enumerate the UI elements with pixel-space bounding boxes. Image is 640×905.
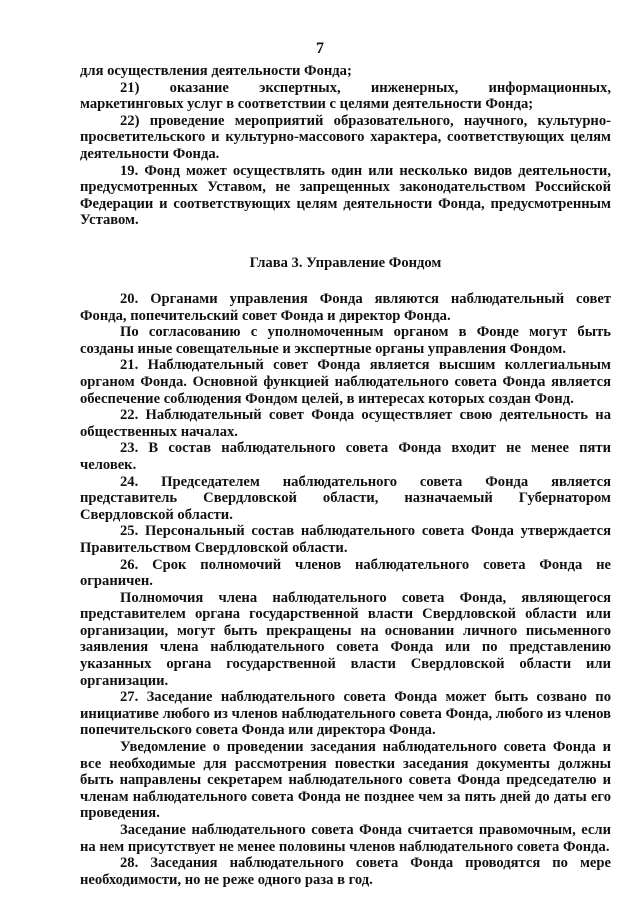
paragraph: 24. Председателем наблюдательного совета Фонда является представитель Свердловской области, назначаемый Губернатором Свердловской области. [80,473,611,523]
paragraph: 28. Заседания наблюдательного совета Фонда проводятся по мере необходимости, но не реже одного раза в год. [80,855,611,888]
paragraph: 19. Фонд может осуществлять один или несколько видов деятельности, предусмотренных Уставом, не запрещенных законодательством Российской Федерации и соответствующих целям деятельности Фонда, предусмотренным Уставом. [80,162,611,229]
paragraph: 27. Заседание наблюдательного совета Фонда может быть созвано по инициативе любого из членов наблюдательного совета Фонда, любого из членов попечительского совета Фонда или директора Фонда. [80,689,611,739]
paragraph: По согласованию с уполномоченным органом в Фонде могут быть созданы иные совещательные и экспертные органы управления Фондом. [80,324,611,357]
chapter-heading: Глава 3. Управление Фондом [249,255,442,271]
paragraph: 21. Наблюдательный совет Фонда является высшим коллегиальным органом Фонда. Основной функцией наблюдательного совета Фонда является обеспечение соблюдения Фондом целей, в интересах которых создан Фонд. [80,357,611,407]
paragraph: 25. Персональный состав наблюдательного совета Фонда утверждается Правительством Свердловской области. [80,523,611,556]
paragraph: 21) оказание экспертных, инженерных, информационных, маркетинговых услуг в соответствии с целями деятельности Фонда; [80,79,611,113]
text-block-after-heading [80,291,611,888]
paragraph: 26. Срок полномочий членов наблюдательного совета Фонда не ограничен. [80,556,611,590]
paragraph: для осуществления деятельности Фонда; [80,63,352,79]
paragraph: Уведомление о проведении заседания наблюдательного совета Фонда и все необходимые для рассмотрения повестки заседания документы должны быть направлены секретарем наблюдательного совета Фонда председателю и членам наблюдательного совета Фонда не позднее чем за пять дней до даты его проведения. [80,739,611,822]
paragraph: 22. Наблюдательный совет Фонда осуществляет свою деятельность на общественных началах. [80,407,611,440]
page-number: 7 [316,40,324,57]
paragraph: 23. В состав наблюдательного совета Фонда входит не менее пяти человек. [80,440,611,473]
paragraph: Заседание наблюдательного совета Фонда считается правомочным, если на нем присутствует не менее половины членов наблюдательного совета Фонда. [80,822,611,855]
paragraph: 22) проведение мероприятий образовательного, научного, культурно-просветительского и культурно-массового характера, соответствующих целям деятельности Фонда. [80,112,611,162]
paragraph: 20. Органами управления Фонда являются наблюдательный совет Фонда, попечительский совет Фонда и директор Фонда. [80,291,611,324]
paragraph: Полномочия члена наблюдательного совета Фонда, являющегося представителем органа государственной власти Свердловской области или организации, могут быть прекращены на основании личного письменного заявления члена наблюдательного совета Фонда или по представлению указанных органа государственной власти Свердловской области или организации. [80,589,611,689]
text-block-before-heading [80,63,611,229]
